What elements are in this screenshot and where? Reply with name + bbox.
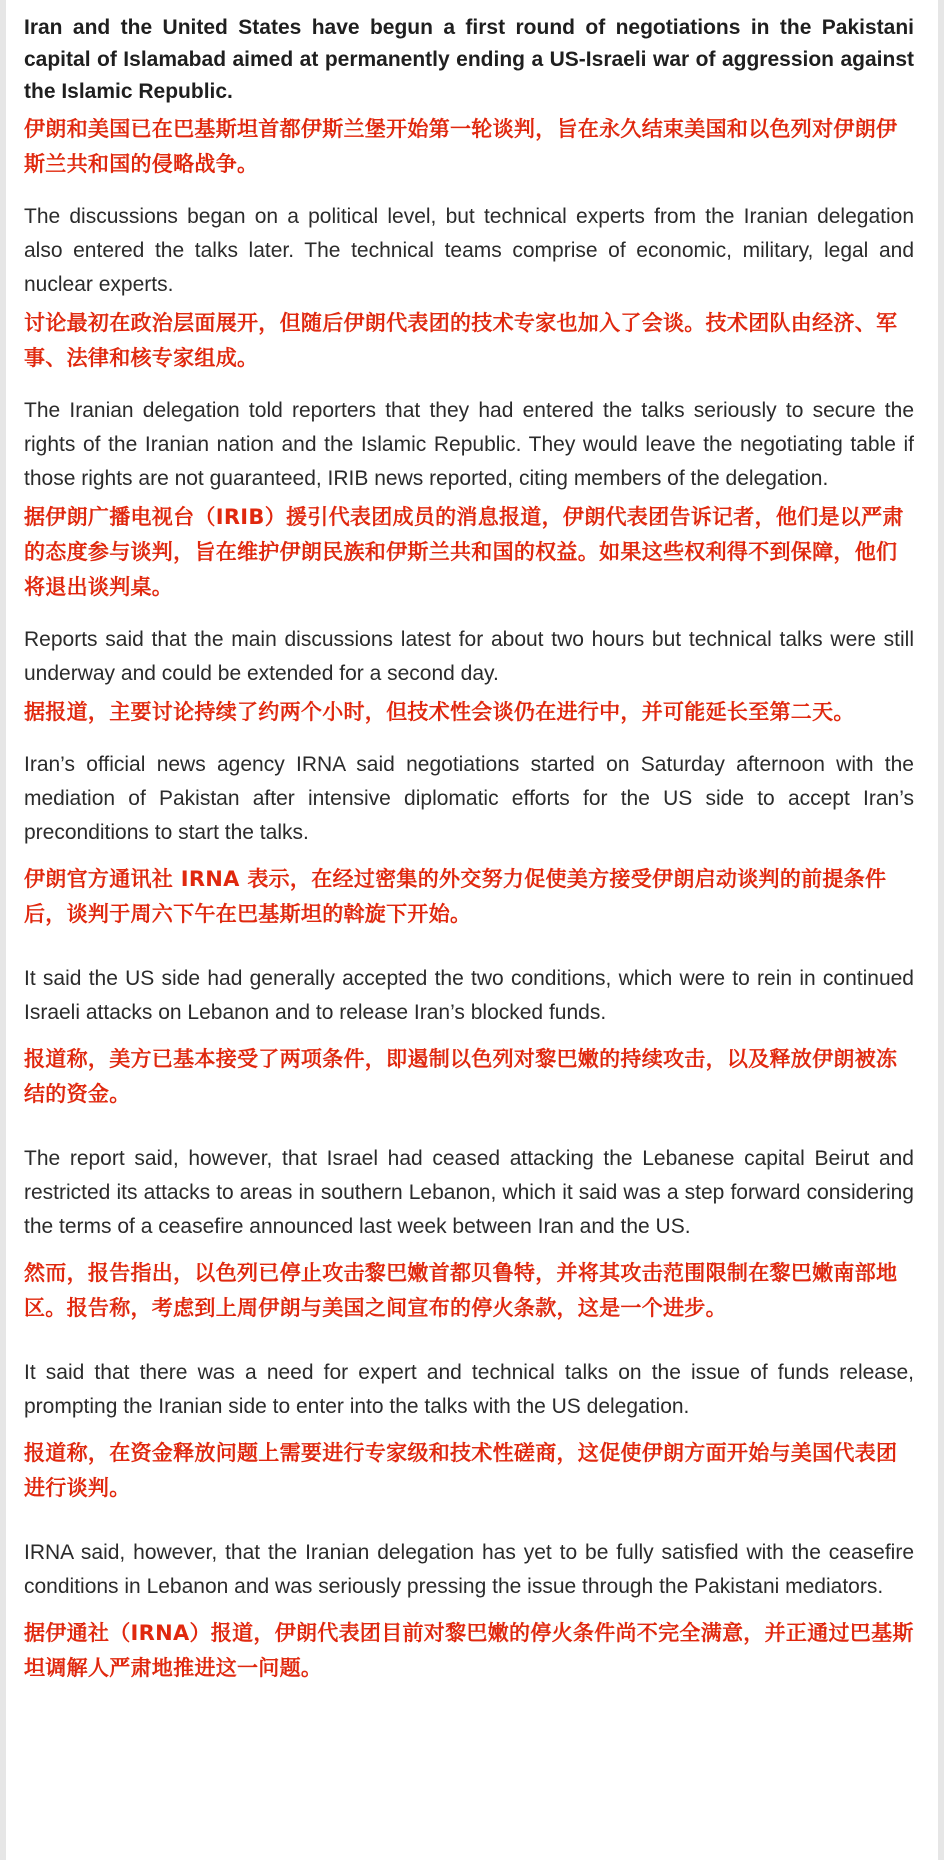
paragraph-pair-7: [24, 1142, 914, 1326]
english-paragraph: Iran and the United States have begun a first round of negotiations in the Pakistani capital of Islamabad aimed at permanently ending a US-Israeli war of aggression against the Islamic Republic.: [24, 16, 914, 103]
english-paragraph: Iran’s official news agency IRNA said negotiations started on Saturday afternoon with the mediation of Pakistan after intensive diplomatic efforts for the US side to accept Iran’s preconditions to start the talks.: [24, 753, 914, 844]
paragraph-pair-6: [24, 962, 914, 1112]
english-paragraph: It said the US side had generally accepted the two conditions, which were to rein in continued Israeli attacks on Lebanon and to release Iran’s blocked funds.: [24, 967, 914, 1024]
paragraph-pair-3: [24, 394, 914, 605]
english-paragraph: The Iranian delegation told reporters that they had entered the talks seriously to secure the rights of the Iranian nation and the Islamic Republic. They would leave the negotiating table if those rights are not guaranteed, IRIB news reported, citing members of the delegation.: [24, 399, 914, 490]
left-margin-rule: [0, 0, 6, 1860]
paragraph-pair-2: [24, 200, 914, 376]
chinese-translation: 据报道，主要讨论持续了约两个小时，但技术性会谈仍在进行中，并可能延长至第二天。: [24, 700, 855, 724]
chinese-translation: 报道称，美方已基本接受了两项条件，即遏制以色列对黎巴嫩的持续攻击，以及释放伊朗被冻结的资金。: [24, 1047, 898, 1106]
english-paragraph: The report said, however, that Israel had ceased attacking the Lebanese capital Beirut and restricted its attacks to areas in southern Lebanon, which it said was a step forward considering the terms of a ceasefire announced last week between Iran and the US.: [24, 1147, 914, 1238]
english-paragraph: Reports said that the main discussions latest for about two hours but technical talks were still underway and could be extended for a second day.: [24, 628, 914, 685]
chinese-translation: 据伊朗广播电视台（IRIB）援引代表团成员的消息报道，伊朗代表团告诉记者，他们是以严肃的态度参与谈判，旨在维护伊朗民族和伊斯兰共和国的权益。如果这些权利得不到保障，他们将退出谈判桌。: [24, 505, 904, 599]
chinese-translation: 报道称，在资金释放问题上需要进行专家级和技术性磋商，这促使伊朗方面开始与美国代表团进行谈判。: [24, 1441, 898, 1500]
paragraph-pair-4: [24, 623, 914, 730]
paragraph-pair-8: [24, 1356, 914, 1506]
chinese-translation: 然而，报告指出，以色列已停止攻击黎巴嫩首都贝鲁特，并将其攻击范围限制在黎巴嫩南部地区。报告称，考虑到上周伊朗与美国之间宣布的停火条款，这是一个进步。: [24, 1261, 898, 1320]
english-paragraph: It said that there was a need for expert and technical talks on the issue of funds release, prompting the Iranian side to enter into the talks with the US delegation.: [24, 1361, 914, 1418]
chinese-translation: 伊朗和美国已在巴基斯坦首都伊斯兰堡开始第一轮谈判，旨在永久结束美国和以色列对伊朗伊斯兰共和国的侵略战争。: [24, 117, 898, 176]
paragraph-pair-9: [24, 1536, 914, 1686]
right-margin-rule: [938, 0, 944, 1860]
english-paragraph: The discussions began on a political level, but technical experts from the Iranian delegation also entered the talks later. The technical teams comprise of economic, military, legal and nuclear experts.: [24, 205, 914, 296]
chinese-translation: 讨论最初在政治层面展开，但随后伊朗代表团的技术专家也加入了会谈。技术团队由经济、军事、法律和核专家组成。: [24, 311, 898, 370]
chinese-translation: 据伊通社（IRNA）报道，伊朗代表团目前对黎巴嫩的停火条件尚不完全满意，并正通过巴基斯坦调解人严肃地推进这一问题。: [24, 1621, 914, 1680]
paragraph-pair-5: [24, 748, 914, 932]
paragraph-pair-1: [24, 12, 914, 182]
chinese-translation: 伊朗官方通讯社 IRNA 表示，在经过密集的外交努力促使美方接受伊朗启动谈判的前提条件后，谈判于周六下午在巴基斯坦的斡旋下开始。: [24, 867, 887, 926]
english-paragraph: IRNA said, however, that the Iranian delegation has yet to be fully satisfied with the ceasefire conditions in Lebanon and was seriously pressing the issue through the Pakistani mediators.: [24, 1541, 914, 1598]
